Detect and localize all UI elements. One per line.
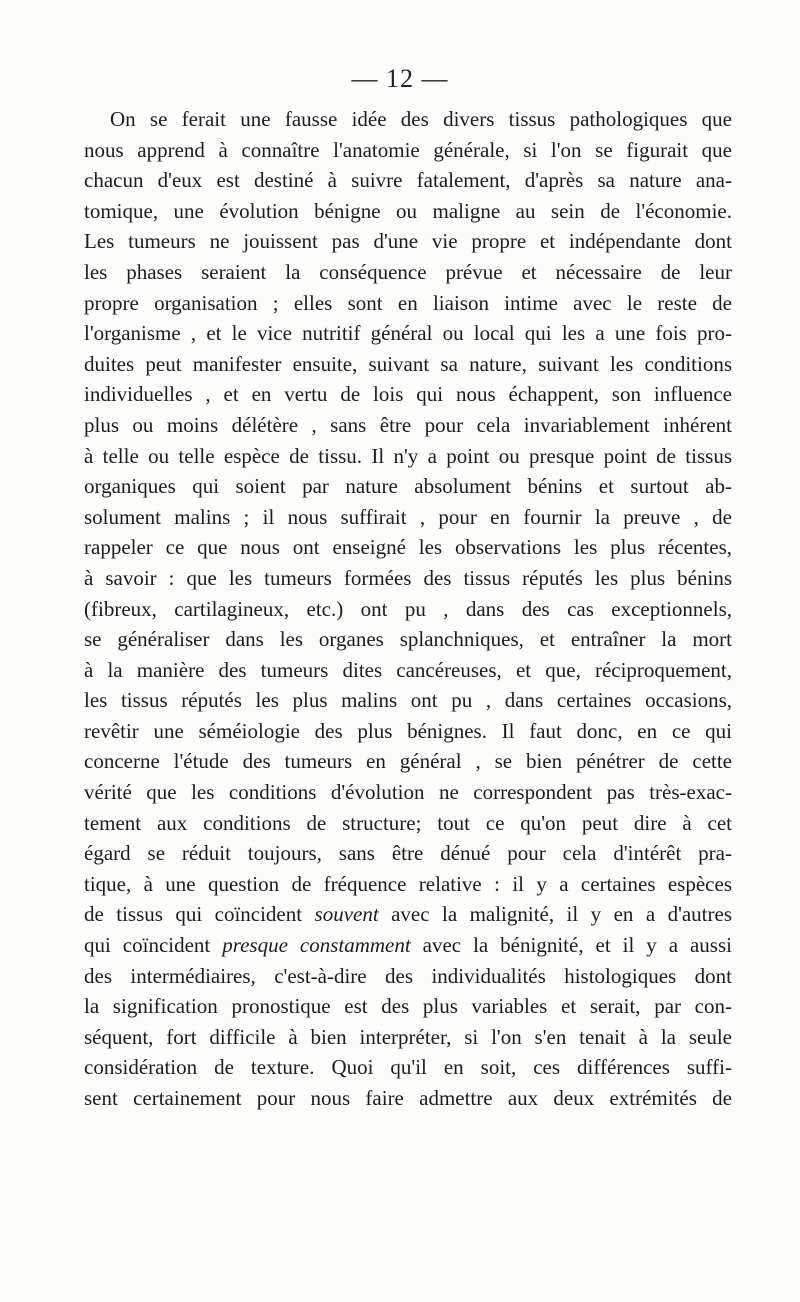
text-line: des intermédiaires, c'est-à-dire des individualités histologiques dont	[84, 963, 732, 988]
text-line: égard se réduit toujours, sans être dénué pour cela d'intérêt pra-	[84, 841, 732, 866]
text-line: nous apprend à connaître l'anatomie générale, si l'on se figurait que	[84, 137, 732, 162]
text-line: les tissus réputés les plus malins ont pu , dans certaines occasions,	[84, 688, 732, 713]
text-line: sent certainement pour nous faire admettre aux deux extrémités de	[84, 1086, 732, 1110]
text-line: tement aux conditions de structure; tout ce qu'on peut dire à cet	[84, 810, 732, 835]
text-line: propre organisation ; elles sont en liaison intime avec le reste de	[84, 290, 732, 315]
text-line: la signification pronostique est des plus variables et serait, par con-	[84, 994, 732, 1019]
text-line-with-italic	[84, 899, 732, 930]
text-line: considération de texture. Quoi qu'il en soit, ces différences suffi-	[84, 1055, 732, 1080]
text-line: Les tumeurs ne jouissent pas d'une vie propre et indépendante dont	[84, 229, 732, 254]
text-line: rappeler ce que nous ont enseigné les observations les plus récentes,	[84, 535, 732, 560]
text-line: tique, à une question de fréquence relative : il y a certaines espèces	[84, 871, 732, 896]
text-line: solument malins ; il nous suffirait , pour en fournir la preuve , de	[84, 504, 732, 529]
text-segment: avec la malignité, il y en a d'autres	[378, 902, 732, 927]
body-paragraph	[84, 104, 732, 1114]
text-line: revêtir une séméiologie des plus bénignes. Il faut donc, en ce qui	[84, 718, 732, 743]
text-line-with-italic	[84, 930, 732, 961]
page-number: — 12 —	[351, 64, 449, 93]
text-line: tomique, une évolution bénigne ou maligne au sein de l'économie.	[84, 198, 732, 223]
text-line: organiques qui soient par nature absolument bénins et surtout ab-	[84, 474, 732, 499]
text-line: vérité que les conditions d'évolution ne correspondent pas très-exac-	[84, 780, 732, 805]
text-line: à savoir : que les tumeurs formées des tissus réputés les plus bénins	[84, 565, 732, 590]
text-line: duites peut manifester ensuite, suivant sa nature, suivant les conditions	[84, 351, 732, 376]
italic-emphasis: presque constamment	[222, 933, 411, 958]
text-line: concerne l'étude des tumeurs en général , se bien pénétrer de cette	[84, 749, 732, 774]
text-line: séquent, fort difficile à bien interpréter, si l'on s'en tenait à la seule	[84, 1024, 732, 1049]
text-line: On se ferait une fausse idée des divers tissus pathologiques que	[110, 107, 732, 131]
text-segment: qui coïncident	[84, 933, 223, 958]
text-line: individuelles , et en vertu de lois qui nous échappent, son influence	[84, 382, 732, 407]
text-line: chacun d'eux est destiné à suivre fatalement, d'après sa nature ana-	[84, 168, 732, 193]
text-segment: de tissus qui coïncident	[84, 902, 315, 927]
text-line: se généraliser dans les organes splanchniques, et entraîner la mort	[84, 627, 732, 652]
text-line: les phases seraient la conséquence prévue et nécessaire de leur	[84, 259, 732, 284]
text-line: à telle ou telle espèce de tissu. Il n'y a point ou presque point de tissus	[84, 443, 732, 468]
text-line: l'organisme , et le vice nutritif général ou local qui les a une fois pro-	[84, 321, 732, 346]
text-segment: avec la bénignité, et il y a aussi	[410, 933, 732, 958]
text-line: (fibreux, cartilagineux, etc.) ont pu , dans des cas exceptionnels,	[84, 596, 732, 621]
text-line: plus ou moins délétère , sans être pour cela invariablement inhérent	[84, 412, 732, 437]
italic-emphasis: souvent	[314, 902, 379, 927]
text-line: à la manière des tumeurs dites cancéreuses, et que, réciproquement,	[84, 657, 732, 682]
